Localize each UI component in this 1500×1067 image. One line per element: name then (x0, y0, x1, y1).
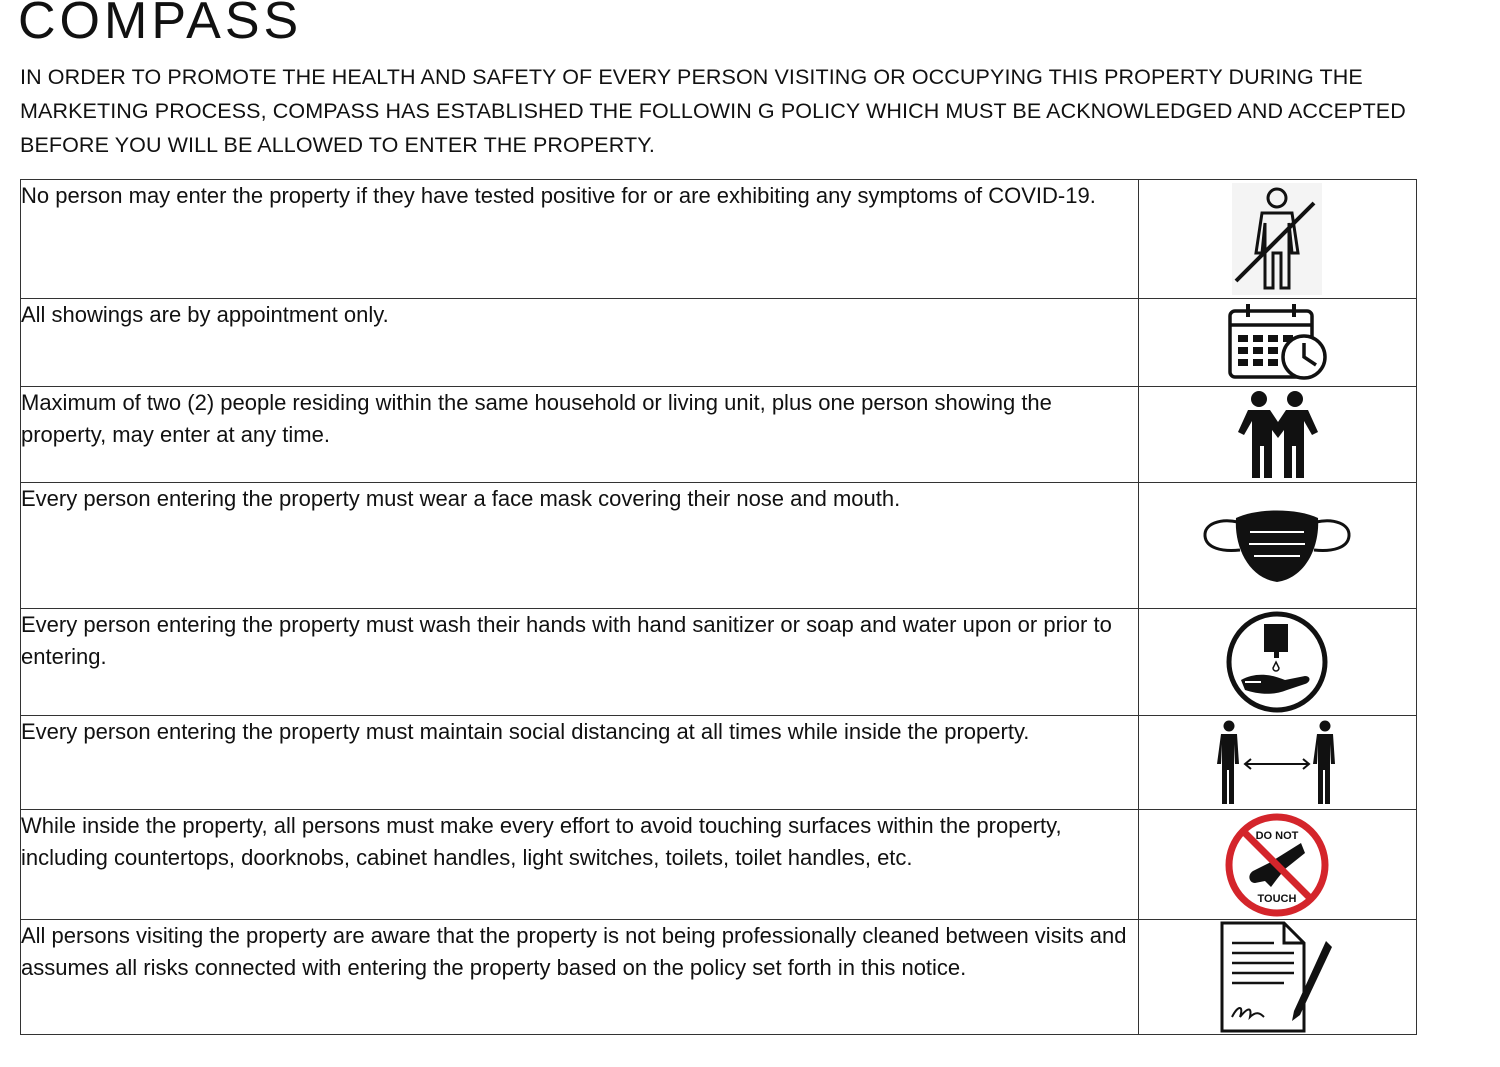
policy-row (21, 180, 1417, 299)
policy-row (21, 920, 1417, 1035)
compass-logo-mark (18, 0, 338, 46)
policy-table (20, 179, 1417, 1035)
policy-text: No person may enter the property if they have tested positive for or are exhibiting any symptoms of COVID-19. (21, 180, 1139, 299)
policy-row (21, 299, 1417, 387)
signed-document-icon (1218, 921, 1336, 1033)
policy-text: While inside the property, all persons must make every effort to avoid touching surfaces within the property, including countertops, doorknobs, cabinet handles, light switches, toilets, toilet handles, etc. (21, 810, 1139, 920)
policy-row (21, 387, 1417, 483)
face-mask-icon (1202, 506, 1352, 586)
two-people-icon (1232, 390, 1322, 480)
policy-row (21, 483, 1417, 609)
policy-text: Maximum of two (2) people residing within the same household or living unit, plus one person showing the property, may enter at any time. (21, 387, 1139, 483)
policy-text: Every person entering the property must wear a face mask covering their nose and mouth. (21, 483, 1139, 609)
do-not-label: DO NOT (1256, 829, 1299, 842)
compass-logo-text: COMPASS (18, 0, 303, 46)
policy-row (21, 716, 1417, 810)
no-sick-person-icon (1222, 183, 1332, 295)
hand-sanitizer-icon (1225, 610, 1329, 714)
policy-text: All showings are by appointment only. (21, 299, 1139, 387)
policy-text: All persons visiting the property are aware that the property is not being professionally cleaned between visits and assumes all risks connected with entering the property based on the policy set forth in this notice. (21, 920, 1139, 1035)
intro-statement: IN ORDER TO PROMOTE THE HEALTH AND SAFETY OF EVERY PERSON VISITING OR OCCUPYING THIS PROPERTY DURING THE MARKETING PROCESS, COMPASS HAS ESTABLISHED THE FOLLOWIN G POLICY WHICH MUST BE ACKNOWLEDGED AND ACCEPTED BEFORE YOU WILL BE ALLOWED TO ENTER THE PROPERTY. (20, 65, 1406, 157)
social-distancing-icon (1217, 720, 1337, 806)
policy-text: Every person entering the property must wash their hands with hand sanitizer or soap and water upon or prior to entering. (21, 609, 1139, 716)
compass-logo (18, 0, 338, 46)
policy-row (21, 810, 1417, 920)
calendar-clock-icon (1224, 301, 1330, 385)
touch-label: TOUCH (1257, 892, 1297, 905)
policy-row (21, 609, 1417, 716)
do-not-touch-icon (1223, 813, 1331, 917)
policy-text: Every person entering the property must maintain social distancing at all times while inside the property. (21, 716, 1139, 810)
